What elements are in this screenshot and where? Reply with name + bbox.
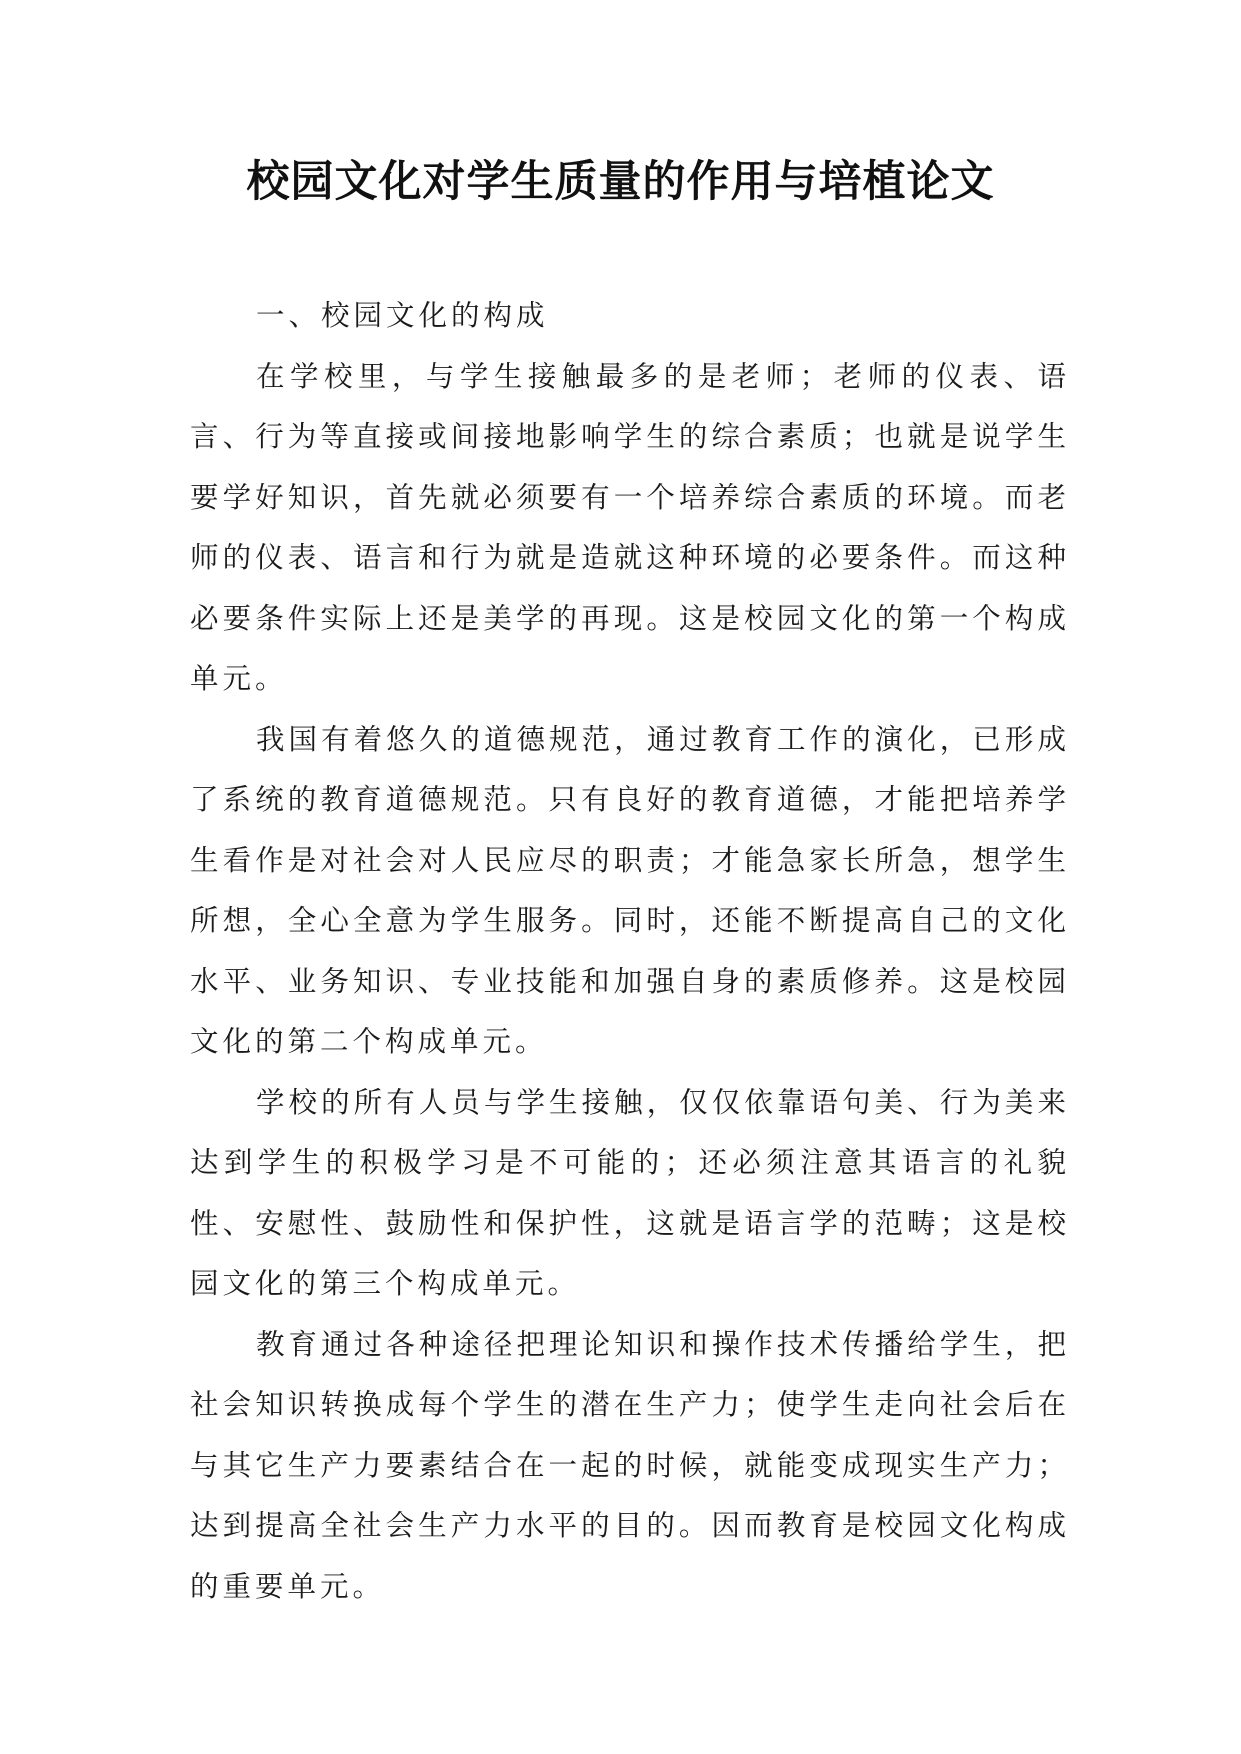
document-body — [190, 286, 1070, 1617]
paragraph: 教育通过各种途径把理论知识和操作技术传播给学生，把社会知识转换成每个学生的潜在生产力；使学生走向社会后在与其它生产力要素结合在一起的时候，就能变成现实生产力；达到提高全社会生产力水平的目的。因而教育是校园文化构成的重要单元。 — [190, 1327, 1070, 1603]
paragraph: 我国有着悠久的道德规范，通过教育工作的演化，已形成了系统的教育道德规范。只有良好的教育道德，才能把培养学生看作是对社会对人民应尽的职责；才能急家长所急，想学生所想，全心全意为学生服务。同时，还能不断提高自己的文化水平、业务知识、专业技能和加强自身的素质修养。这是校园文化的第二个构成单元。 — [190, 722, 1070, 1058]
section-heading: 一、校园文化的构成 — [256, 299, 549, 332]
paragraph: 在学校里，与学生接触最多的是老师；老师的仪表、语言、行为等直接或间接地影响学生的综合素质；也就是说学生要学好知识，首先就必须要有一个培养综合素质的环境。而老师的仪表、语言和行为就是造就这种环境的必要条件。而这种必要条件实际上还是美学的再现。这是校园文化的第一个构成单元。 — [190, 359, 1070, 695]
paragraph: 学校的所有人员与学生接触，仅仅依靠语句美、行为美来达到学生的积极学习是不可能的；还必须注意其语言的礼貌性、安慰性、鼓励性和保护性，这就是语言学的范畴；这是校园文化的第三个构成单元。 — [190, 1085, 1070, 1300]
document-title: 校园文化对学生质量的作用与培植论文 — [246, 157, 995, 207]
